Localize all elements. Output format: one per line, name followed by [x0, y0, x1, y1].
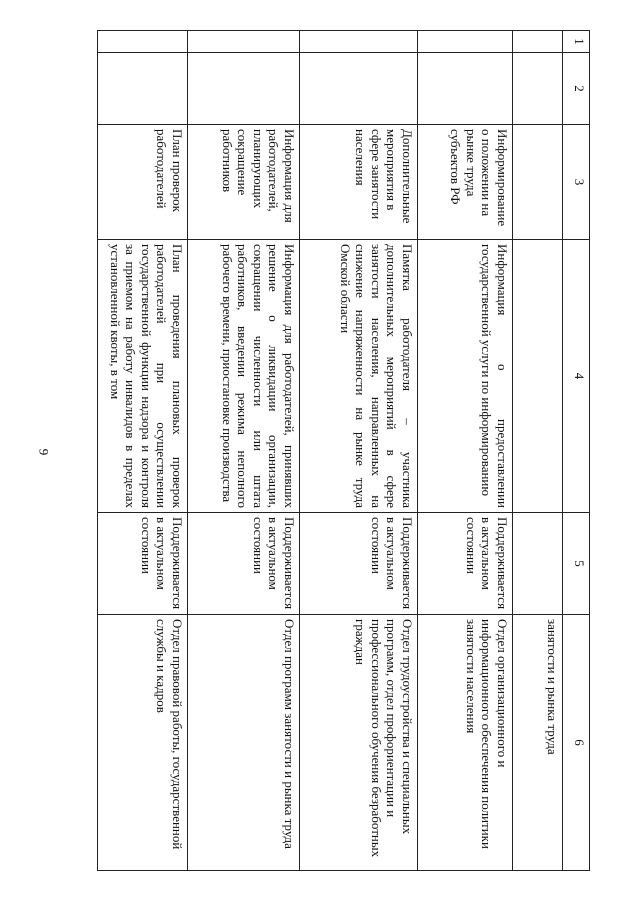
table-row — [188, 31, 300, 871]
cell: План проверок работодателей — [98, 125, 188, 240]
rotated-page — [85, 30, 590, 870]
cell — [300, 53, 418, 125]
cell — [513, 125, 563, 240]
col-number-4: 4 — [563, 240, 590, 513]
cell — [418, 31, 513, 53]
cell: Поддерживается в актуальном состоянии — [300, 513, 418, 615]
cell: Отдел трудоустройства и специальных программ, отдел профориентации и профессионального обучения безработных граждан — [300, 615, 418, 871]
cell: Дополнительные мероприятия в сфере занятости населения — [300, 125, 418, 240]
table-row — [513, 31, 563, 871]
table-row — [300, 31, 418, 871]
cell: Поддерживается в актуальном состоянии — [98, 513, 188, 615]
cell: Отдел правовой работы, государственной службы и кадров — [98, 615, 188, 871]
cell — [98, 53, 188, 125]
col-number-3: 3 — [563, 125, 590, 240]
cell: План проведения плановых проверок работодателей при осуществлении государственной функции надзора и контроля за приемом на работу инвалидов в пределах установленной квоты, в том — [98, 240, 188, 513]
cell: Поддерживается в актуальном состоянии — [418, 513, 513, 615]
cell — [98, 31, 188, 53]
table-row — [98, 31, 188, 871]
table-header-row — [563, 31, 590, 871]
col-number-5: 5 — [563, 513, 590, 615]
cell — [188, 31, 300, 53]
cell — [418, 53, 513, 125]
cell: Информация для работодателей, принявших решение о ликвидации организации, сокращении численности или штата работников, введении режима неполного рабочего времени, приостановке производства — [188, 240, 300, 513]
col-number-1: 1 — [563, 31, 590, 53]
cell: Памятка работодателя – участника дополнительных мероприятий в сфере занятости населения, направленных на снижение напряженности на рынке труда Омской области — [300, 240, 418, 513]
cell: Информирование о положении на рынке труда субъектов РФ — [418, 125, 513, 240]
cell — [513, 53, 563, 125]
cell: Поддерживается в актуальном состоянии — [188, 513, 300, 615]
cell — [300, 31, 418, 53]
page-number: 9 — [36, 448, 52, 456]
cell — [513, 513, 563, 615]
cell — [513, 240, 563, 513]
col-number-2: 2 — [563, 53, 590, 125]
cell — [513, 31, 563, 53]
table-row — [418, 31, 513, 871]
cell: занятости и рынка труда — [513, 615, 563, 871]
col-number-6: 6 — [563, 615, 590, 871]
document-table — [97, 30, 590, 871]
cell: Информация для работодателей, планирующих сокращение работников — [188, 125, 300, 240]
cell: Отдел организационного и информационного обеспечения политики занятости населения — [418, 615, 513, 871]
cell — [188, 53, 300, 125]
cell: Отдел программ занятости и рынка труда — [188, 615, 300, 871]
cell: Информация о предоставлении государственной услуги по информированию — [418, 240, 513, 513]
